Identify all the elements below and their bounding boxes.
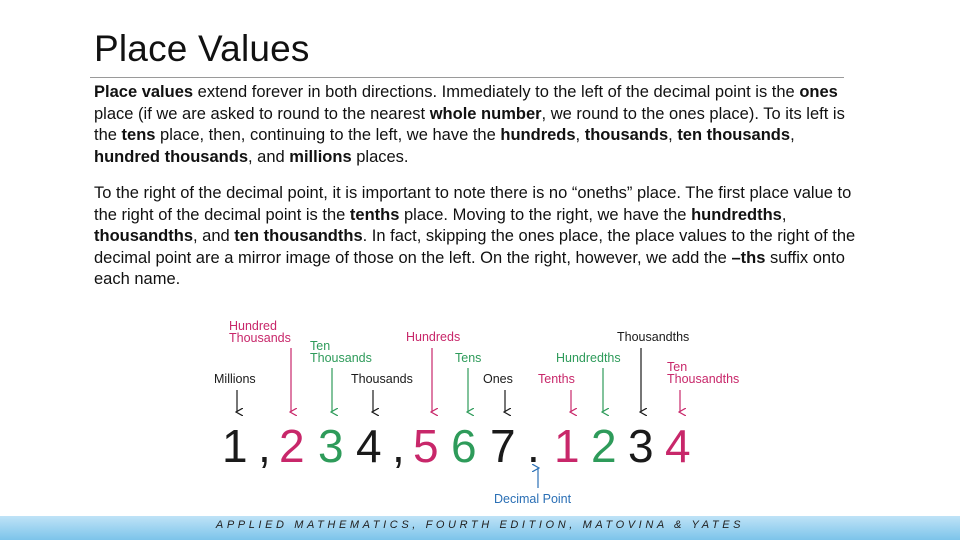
label-line: Decimal Point <box>494 492 572 506</box>
label-line: Thousands <box>351 372 413 386</box>
page-title: Place Values <box>94 28 310 69</box>
p2-run: place. Moving to the right, we have the <box>399 205 692 224</box>
label-ten-thousands <box>310 339 372 365</box>
label-ones <box>483 372 513 386</box>
p1-run: , we round to the ones place). To its left is the <box>94 104 845 145</box>
digit: 4 <box>356 420 382 472</box>
p1-run: tens <box>121 126 156 145</box>
label-line: Hundreds <box>406 330 461 344</box>
label-hundredths <box>556 351 621 365</box>
label-thousands <box>351 372 413 386</box>
p1-run: millions <box>289 147 352 166</box>
label-line: Thousands <box>229 331 291 345</box>
label-line: Thousandths <box>617 330 690 344</box>
digit-comma: , <box>392 420 405 472</box>
digit: 7 <box>490 420 516 472</box>
p1-run: , <box>575 126 585 145</box>
digit: 1 <box>222 420 248 472</box>
digit: 2 <box>591 420 617 472</box>
p2-run: ten thousandths <box>234 227 363 246</box>
digit: 2 <box>279 420 305 472</box>
paragraph-right-places <box>94 183 864 291</box>
p1-run: , <box>668 126 678 145</box>
p1-run: hundred thousands <box>94 147 248 166</box>
label-line: Tens <box>455 351 482 365</box>
p1-run: whole number <box>429 104 542 123</box>
p2-run: hundredths <box>691 205 782 224</box>
label-line: Thousandths <box>667 372 740 386</box>
p2-run: thousandths <box>94 227 193 246</box>
p1-run: ten thousands <box>677 126 791 145</box>
p2-run: . In fact, skipping the ones place, the place values to the right of the decimal point are a mirror image of those on the left. On the right, however, we add the <box>94 227 856 267</box>
label-line: Ten <box>667 360 688 374</box>
digit: 5 <box>413 420 439 472</box>
p1-run: place, then, continuing to the left, we have the <box>155 126 501 145</box>
p1-run: thousands <box>584 126 669 145</box>
p1-run: ones <box>799 83 838 101</box>
label-hundred-thousands <box>229 319 291 345</box>
footer-citation: APPLIED MATHEMATICS, FOURTH EDITION, MATOVINA & YATES <box>215 519 745 531</box>
label-tens <box>455 351 481 365</box>
p2-run: –ths <box>731 248 766 267</box>
p1-run: place (if we are asked to round to the nearest <box>94 104 430 123</box>
label-line: Tenths <box>538 372 575 386</box>
label-thousandths <box>617 330 689 344</box>
digit: 3 <box>318 420 344 472</box>
p2-run: suffix onto each name. <box>94 248 845 289</box>
label-tenths <box>538 372 575 386</box>
label-line: Ones <box>483 372 513 386</box>
digit: 4 <box>665 420 691 472</box>
label-line: Hundred <box>229 319 277 333</box>
p1-run: Place values <box>94 83 194 101</box>
digit: 1 <box>554 420 580 472</box>
label-line: Thousands <box>310 351 372 365</box>
p1-run: , <box>790 126 795 145</box>
paragraph-left-places <box>94 82 864 168</box>
digit: 3 <box>628 420 654 472</box>
p1-run: , and <box>248 147 290 166</box>
p1-run: places. <box>351 147 409 166</box>
label-hundreds <box>406 330 460 344</box>
label-millions <box>214 372 256 386</box>
p2-run: To the right of the decimal point, it is important to note there is no “oneths” place. The first place value to the right of the decimal point is the <box>94 184 852 224</box>
label-line: Millions <box>214 372 256 386</box>
label-line: Ten <box>310 339 331 353</box>
p1-run: extend forever in both directions. Immediately to the left of the decimal point is the <box>193 83 800 101</box>
p2-run: tenths <box>349 205 400 224</box>
label-line: Hundredths <box>556 351 621 365</box>
place-value-diagram <box>0 300 960 515</box>
digit: 6 <box>451 420 477 472</box>
digit-comma: , <box>258 420 271 472</box>
label-decimal-point <box>494 492 572 506</box>
title-divider <box>90 77 844 78</box>
digit-decimal-point: . <box>527 420 540 472</box>
p1-run: hundreds <box>500 126 576 145</box>
p2-run: , <box>781 205 787 224</box>
label-ten-thousandths <box>667 360 739 386</box>
p2-run: , and <box>193 227 235 246</box>
